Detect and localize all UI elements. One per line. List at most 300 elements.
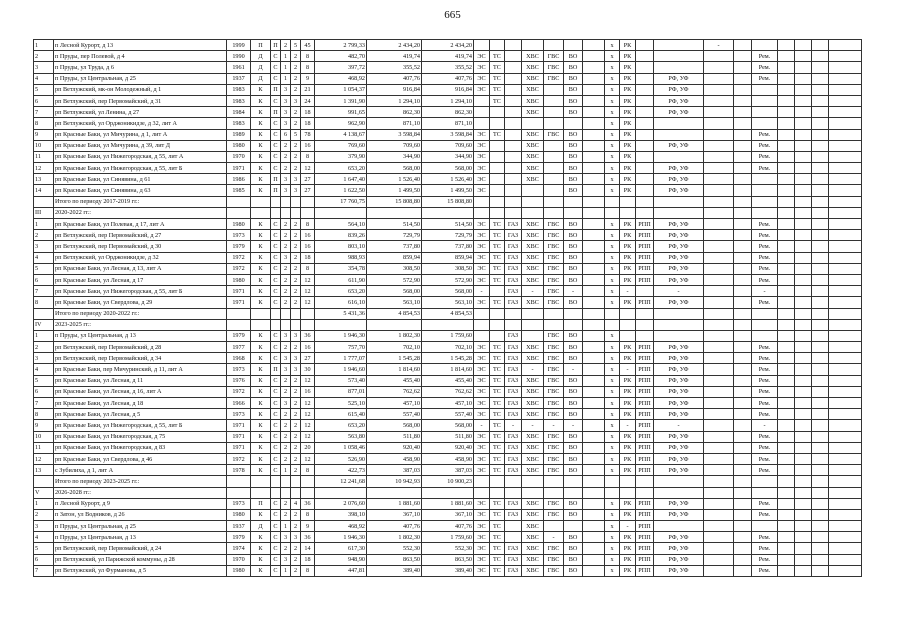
table-cell: 2 xyxy=(281,420,291,431)
table-cell: 514,50 xyxy=(367,219,422,230)
table-cell: х xyxy=(605,465,620,476)
table-cell: ВО xyxy=(564,95,583,106)
table-cell xyxy=(281,319,291,330)
table-cell: С xyxy=(271,230,281,241)
table-cell xyxy=(474,40,490,51)
table-cell: РК xyxy=(620,151,636,162)
table-cell: 5 431,36 xyxy=(315,308,367,319)
table-cell xyxy=(734,252,752,263)
table-cell: х xyxy=(605,263,620,274)
table-cell xyxy=(734,532,752,543)
table-cell: ЭС xyxy=(474,543,490,554)
table-cell: рп Красные Баки, ул Лесная, д 17 xyxy=(54,274,227,285)
table-cell: РК xyxy=(620,409,636,420)
table-cell: С xyxy=(271,252,281,263)
table-cell xyxy=(734,263,752,274)
table-cell: ГАЗ xyxy=(505,554,522,565)
table-cell xyxy=(583,129,605,140)
table-cell xyxy=(795,442,812,453)
table-cell xyxy=(778,565,795,576)
table-cell xyxy=(505,174,522,185)
table-cell xyxy=(778,230,795,241)
table-cell xyxy=(795,476,812,487)
table-cell xyxy=(829,185,862,196)
table-cell: ГВС xyxy=(544,498,564,509)
table-cell xyxy=(281,196,291,207)
table-cell: Рем. xyxy=(752,274,778,285)
table-cell: V xyxy=(34,487,54,498)
table-cell xyxy=(704,196,734,207)
table-cell xyxy=(583,453,605,464)
table-cell xyxy=(795,84,812,95)
table-cell xyxy=(522,319,544,330)
table-cell xyxy=(829,319,862,330)
table-cell xyxy=(636,330,654,341)
table-cell: х xyxy=(605,62,620,73)
table-cell: 1 545,28 xyxy=(367,353,422,364)
table-cell xyxy=(812,465,829,476)
table-cell xyxy=(544,118,564,129)
table-cell: с Зубилиха, д 1, лит А xyxy=(54,465,227,476)
table-cell xyxy=(795,386,812,397)
table-cell: 16 xyxy=(301,140,315,151)
table-cell: 27 xyxy=(301,174,315,185)
table-cell: РПП xyxy=(636,465,654,476)
table-cell xyxy=(734,465,752,476)
table-cell xyxy=(583,219,605,230)
table-cell: РФ, УФ xyxy=(654,342,704,353)
table-cell: х xyxy=(605,107,620,118)
table-cell: ТС xyxy=(490,230,505,241)
table-cell xyxy=(795,521,812,532)
table-row xyxy=(34,40,862,51)
table-cell xyxy=(812,252,829,263)
table-cell: 355,52 xyxy=(422,62,474,73)
table-cell: К xyxy=(251,163,271,174)
table-cell: 3 xyxy=(281,174,291,185)
table-cell xyxy=(301,476,315,487)
table-cell: 2 xyxy=(291,565,301,576)
table-cell: 573,40 xyxy=(315,375,367,386)
table-cell: ГАЗ xyxy=(505,409,522,420)
table-cell xyxy=(583,487,605,498)
table-cell xyxy=(812,219,829,230)
table-cell: ТС xyxy=(490,398,505,409)
table-cell xyxy=(583,107,605,118)
table-cell xyxy=(654,196,704,207)
table-cell: РК xyxy=(620,342,636,353)
table-cell: 1 xyxy=(34,498,54,509)
table-cell: 4 xyxy=(34,73,54,84)
table-cell xyxy=(654,40,704,51)
table-cell: ХВС xyxy=(522,554,544,565)
table-cell: ВО xyxy=(564,409,583,420)
table-cell: 8 xyxy=(301,465,315,476)
table-cell xyxy=(812,51,829,62)
table-cell: 737,80 xyxy=(422,241,474,252)
table-cell xyxy=(752,196,778,207)
table-cell: К xyxy=(251,353,271,364)
table-cell xyxy=(474,308,490,319)
table-cell xyxy=(544,107,564,118)
table-cell: ВО xyxy=(564,219,583,230)
table-cell: 1999 xyxy=(227,40,251,51)
table-cell xyxy=(636,73,654,84)
table-cell: ЭС xyxy=(474,386,490,397)
table-cell: - xyxy=(522,420,544,431)
table-cell: РПП xyxy=(636,263,654,274)
table-cell xyxy=(474,319,490,330)
table-cell: 611,90 xyxy=(315,274,367,285)
table-cell xyxy=(778,554,795,565)
table-cell: ГВС xyxy=(544,252,564,263)
table-cell: 2 xyxy=(281,431,291,442)
table-cell xyxy=(522,185,544,196)
table-cell: 3 xyxy=(291,330,301,341)
table-cell: 8 xyxy=(301,51,315,62)
table-cell: ВО xyxy=(564,140,583,151)
table-cell: 1 xyxy=(281,51,291,62)
table-cell: ТС xyxy=(490,453,505,464)
table-cell: рп Ветлужский, пер Первомайский, д 30 xyxy=(54,241,227,252)
table-cell: 729,79 xyxy=(422,230,474,241)
table-cell: 3 xyxy=(281,330,291,341)
table-cell xyxy=(778,207,795,218)
table-cell xyxy=(505,62,522,73)
table-cell: ВО xyxy=(564,453,583,464)
table-cell xyxy=(812,342,829,353)
table-cell: ЭС xyxy=(474,51,490,62)
table-cell: 2 799,33 xyxy=(315,40,367,51)
table-cell xyxy=(829,196,862,207)
table-cell: IV xyxy=(34,319,54,330)
table-cell: РК xyxy=(620,375,636,386)
table-cell xyxy=(778,498,795,509)
table-row xyxy=(34,196,862,207)
table-cell xyxy=(734,386,752,397)
table-cell: 3 xyxy=(34,62,54,73)
table-cell xyxy=(812,118,829,129)
table-cell: ЭС xyxy=(474,252,490,263)
table-row xyxy=(34,219,862,230)
table-cell: ГВС xyxy=(544,465,564,476)
table-cell xyxy=(704,319,734,330)
table-cell xyxy=(795,286,812,297)
table-cell: К xyxy=(251,252,271,263)
table-cell: РК xyxy=(620,219,636,230)
table-cell: ГАЗ xyxy=(505,431,522,442)
table-cell xyxy=(620,319,636,330)
table-cell: ТС xyxy=(490,342,505,353)
table-cell xyxy=(734,442,752,453)
table-cell xyxy=(829,420,862,431)
table-cell: 468,92 xyxy=(315,521,367,532)
table-cell: 12 xyxy=(34,453,54,464)
table-cell xyxy=(544,476,564,487)
table-cell: 839,26 xyxy=(315,230,367,241)
table-cell xyxy=(583,442,605,453)
table-cell: 859,94 xyxy=(422,252,474,263)
table-cell: 16 xyxy=(301,230,315,241)
table-cell: РПП xyxy=(636,409,654,420)
table-cell: 615,40 xyxy=(315,409,367,420)
table-cell: ХВС xyxy=(522,386,544,397)
table-cell: ВО xyxy=(564,297,583,308)
table-cell xyxy=(752,40,778,51)
table-cell xyxy=(227,308,251,319)
table-cell: Рем. xyxy=(752,252,778,263)
table-cell xyxy=(704,107,734,118)
table-cell xyxy=(734,274,752,285)
table-cell xyxy=(829,465,862,476)
table-cell: С xyxy=(271,353,281,364)
table-cell: 863,50 xyxy=(367,554,422,565)
table-cell: ЭС xyxy=(474,398,490,409)
table-cell xyxy=(505,476,522,487)
table-cell xyxy=(654,151,704,162)
table-cell: 871,10 xyxy=(422,118,474,129)
table-cell: 653,20 xyxy=(315,163,367,174)
table-cell xyxy=(544,308,564,319)
table-cell: 572,90 xyxy=(422,274,474,285)
table-cell xyxy=(636,207,654,218)
table-cell xyxy=(829,73,862,84)
table-cell: 1 058,46 xyxy=(315,442,367,453)
table-cell: 2 xyxy=(291,554,301,565)
table-row xyxy=(34,95,862,106)
table-cell xyxy=(829,521,862,532)
table-cell xyxy=(829,151,862,162)
table-cell: 5 xyxy=(291,40,301,51)
table-cell: К xyxy=(251,342,271,353)
table-cell xyxy=(544,163,564,174)
table-cell xyxy=(583,330,605,341)
table-cell: Рем. xyxy=(752,342,778,353)
table-cell: 9 xyxy=(301,73,315,84)
table-cell xyxy=(620,196,636,207)
table-cell: РФ, УФ xyxy=(654,532,704,543)
table-cell xyxy=(734,297,752,308)
table-cell xyxy=(367,487,422,498)
table-cell: 2 xyxy=(281,409,291,420)
table-cell xyxy=(734,431,752,442)
table-cell: Рем. xyxy=(752,543,778,554)
table-cell xyxy=(490,196,505,207)
table-cell: РК xyxy=(620,532,636,543)
table-cell: РПП xyxy=(636,219,654,230)
table-cell: ТС xyxy=(490,386,505,397)
table-cell: ЭС xyxy=(474,521,490,532)
table-cell xyxy=(795,353,812,364)
table-cell xyxy=(251,487,271,498)
table-cell: Рем. xyxy=(752,73,778,84)
table-cell: рп Красные Баки, ул Нижегородская, д 55, лит Б xyxy=(54,286,227,297)
table-cell xyxy=(583,95,605,106)
table-cell: РПП xyxy=(636,274,654,285)
table-cell xyxy=(505,151,522,162)
table-cell: ГАЗ xyxy=(505,386,522,397)
table-cell xyxy=(812,140,829,151)
table-cell: ХВС xyxy=(522,342,544,353)
table-row xyxy=(34,565,862,576)
table-cell: ГВС xyxy=(544,241,564,252)
table-cell: ВО xyxy=(564,230,583,241)
table-cell: ГАЗ xyxy=(505,274,522,285)
table-cell: 2 xyxy=(281,40,291,51)
table-cell xyxy=(795,241,812,252)
table-cell: рп Красные Баки, ул Нижегородская, д 83 xyxy=(54,442,227,453)
table-row xyxy=(34,543,862,554)
table-cell xyxy=(281,207,291,218)
table-cell: К xyxy=(251,509,271,520)
table-row xyxy=(34,364,862,375)
table-cell: 2026-2028 гг.: xyxy=(54,487,227,498)
table-cell: х xyxy=(605,241,620,252)
table-cell: 1 946,30 xyxy=(315,330,367,341)
table-cell: 2 xyxy=(291,219,301,230)
table-cell xyxy=(829,107,862,118)
table-cell: ЭС xyxy=(474,465,490,476)
table-cell: ВО xyxy=(564,565,583,576)
table-cell: 2023-2025 гг.: xyxy=(54,319,227,330)
table-cell xyxy=(812,62,829,73)
table-cell xyxy=(829,431,862,442)
table-cell xyxy=(778,476,795,487)
table-cell xyxy=(795,431,812,442)
table-cell xyxy=(778,431,795,442)
table-cell: РПП xyxy=(636,364,654,375)
table-cell: ВО xyxy=(564,274,583,285)
table-cell: Рем. xyxy=(752,140,778,151)
table-cell xyxy=(812,40,829,51)
table-cell: 568,00 xyxy=(422,163,474,174)
table-cell: рп Ветлужский, ул Ленина, д 27 xyxy=(54,107,227,118)
table-cell: РФ, УФ xyxy=(654,409,704,420)
table-cell: 16 xyxy=(301,342,315,353)
table-cell: ГАЗ xyxy=(505,342,522,353)
table-cell: РК xyxy=(620,241,636,252)
table-cell xyxy=(704,420,734,431)
table-cell: рп Красные Баки, ул Лесная, д 18 xyxy=(54,398,227,409)
table-cell: РПП xyxy=(636,342,654,353)
table-cell xyxy=(812,409,829,420)
table-row xyxy=(34,118,862,129)
table-cell: рп Ветлужский, пер Первомайский, д 34 xyxy=(54,353,227,364)
table-cell: ГВС xyxy=(544,129,564,140)
table-cell: ТС xyxy=(490,252,505,263)
table-cell: рп Ветлужский, пер Первомайский, д 27 xyxy=(54,230,227,241)
table-cell xyxy=(34,196,54,207)
table-row xyxy=(34,140,862,151)
table-cell xyxy=(704,353,734,364)
table-cell xyxy=(654,308,704,319)
table-cell xyxy=(778,521,795,532)
table-cell: - xyxy=(620,521,636,532)
table-cell xyxy=(505,73,522,84)
table-cell: 2 xyxy=(291,118,301,129)
table-cell: ХВС xyxy=(522,241,544,252)
table-cell: 709,60 xyxy=(367,140,422,151)
table-cell: ЭС xyxy=(474,342,490,353)
table-cell: 458,90 xyxy=(367,453,422,464)
table-cell xyxy=(734,308,752,319)
table-cell: п Пруды, ул Центральная, д 25 xyxy=(54,521,227,532)
table-cell: 355,52 xyxy=(367,62,422,73)
table-cell: РФ, УФ xyxy=(654,140,704,151)
table-cell xyxy=(829,286,862,297)
table-cell: ГВС xyxy=(544,263,564,274)
table-cell: ГАЗ xyxy=(505,465,522,476)
table-row xyxy=(34,353,862,364)
table-cell: 563,80 xyxy=(315,431,367,442)
table-cell: 653,20 xyxy=(315,286,367,297)
table-cell: рп Красные Баки, ул Свердлова, д 46 xyxy=(54,453,227,464)
table-cell xyxy=(778,375,795,386)
table-cell xyxy=(583,364,605,375)
table-cell: 78 xyxy=(301,129,315,140)
table-cell xyxy=(704,263,734,274)
table-cell xyxy=(829,498,862,509)
table-cell: рп Красные Баки, ул Лесная, д 16, лит А xyxy=(54,386,227,397)
table-cell: Рем. xyxy=(752,151,778,162)
table-cell: С xyxy=(271,219,281,230)
table-cell xyxy=(734,151,752,162)
table-cell: 564,10 xyxy=(315,219,367,230)
table-cell: - xyxy=(544,532,564,543)
table-cell xyxy=(778,151,795,162)
table-cell xyxy=(583,375,605,386)
table-cell: К xyxy=(251,286,271,297)
table-cell: ГВС xyxy=(544,286,564,297)
table-cell: 1966 xyxy=(227,398,251,409)
table-cell: 2 xyxy=(281,498,291,509)
table-cell: ХВС xyxy=(522,442,544,453)
table-cell: К xyxy=(251,409,271,420)
table-cell: ГВС xyxy=(544,342,564,353)
table-cell: 1 499,50 xyxy=(367,185,422,196)
table-cell: 21 xyxy=(301,84,315,95)
table-row xyxy=(34,386,862,397)
table-cell: 568,00 xyxy=(367,420,422,431)
table-cell xyxy=(227,207,251,218)
table-cell xyxy=(583,263,605,274)
table-cell xyxy=(490,163,505,174)
table-cell xyxy=(778,51,795,62)
table-cell: 4 xyxy=(34,364,54,375)
table-cell xyxy=(564,207,583,218)
table-cell xyxy=(734,51,752,62)
table-row xyxy=(34,431,862,442)
table-cell: РПП xyxy=(636,521,654,532)
table-cell: С xyxy=(271,565,281,576)
table-cell: рп Красные Баки, ул Лесная, д 5 xyxy=(54,409,227,420)
table-cell: х xyxy=(605,219,620,230)
table-cell xyxy=(315,487,367,498)
table-cell xyxy=(704,342,734,353)
table-cell xyxy=(583,274,605,285)
table-cell xyxy=(778,308,795,319)
table-cell xyxy=(291,476,301,487)
table-cell xyxy=(271,487,281,498)
table-cell xyxy=(795,319,812,330)
table-cell: 525,10 xyxy=(315,398,367,409)
table-cell xyxy=(734,129,752,140)
table-cell xyxy=(583,151,605,162)
table-cell: Рем. xyxy=(752,398,778,409)
table-cell: К xyxy=(251,140,271,151)
table-cell: 4 854,53 xyxy=(367,308,422,319)
table-cell: 702,10 xyxy=(422,342,474,353)
